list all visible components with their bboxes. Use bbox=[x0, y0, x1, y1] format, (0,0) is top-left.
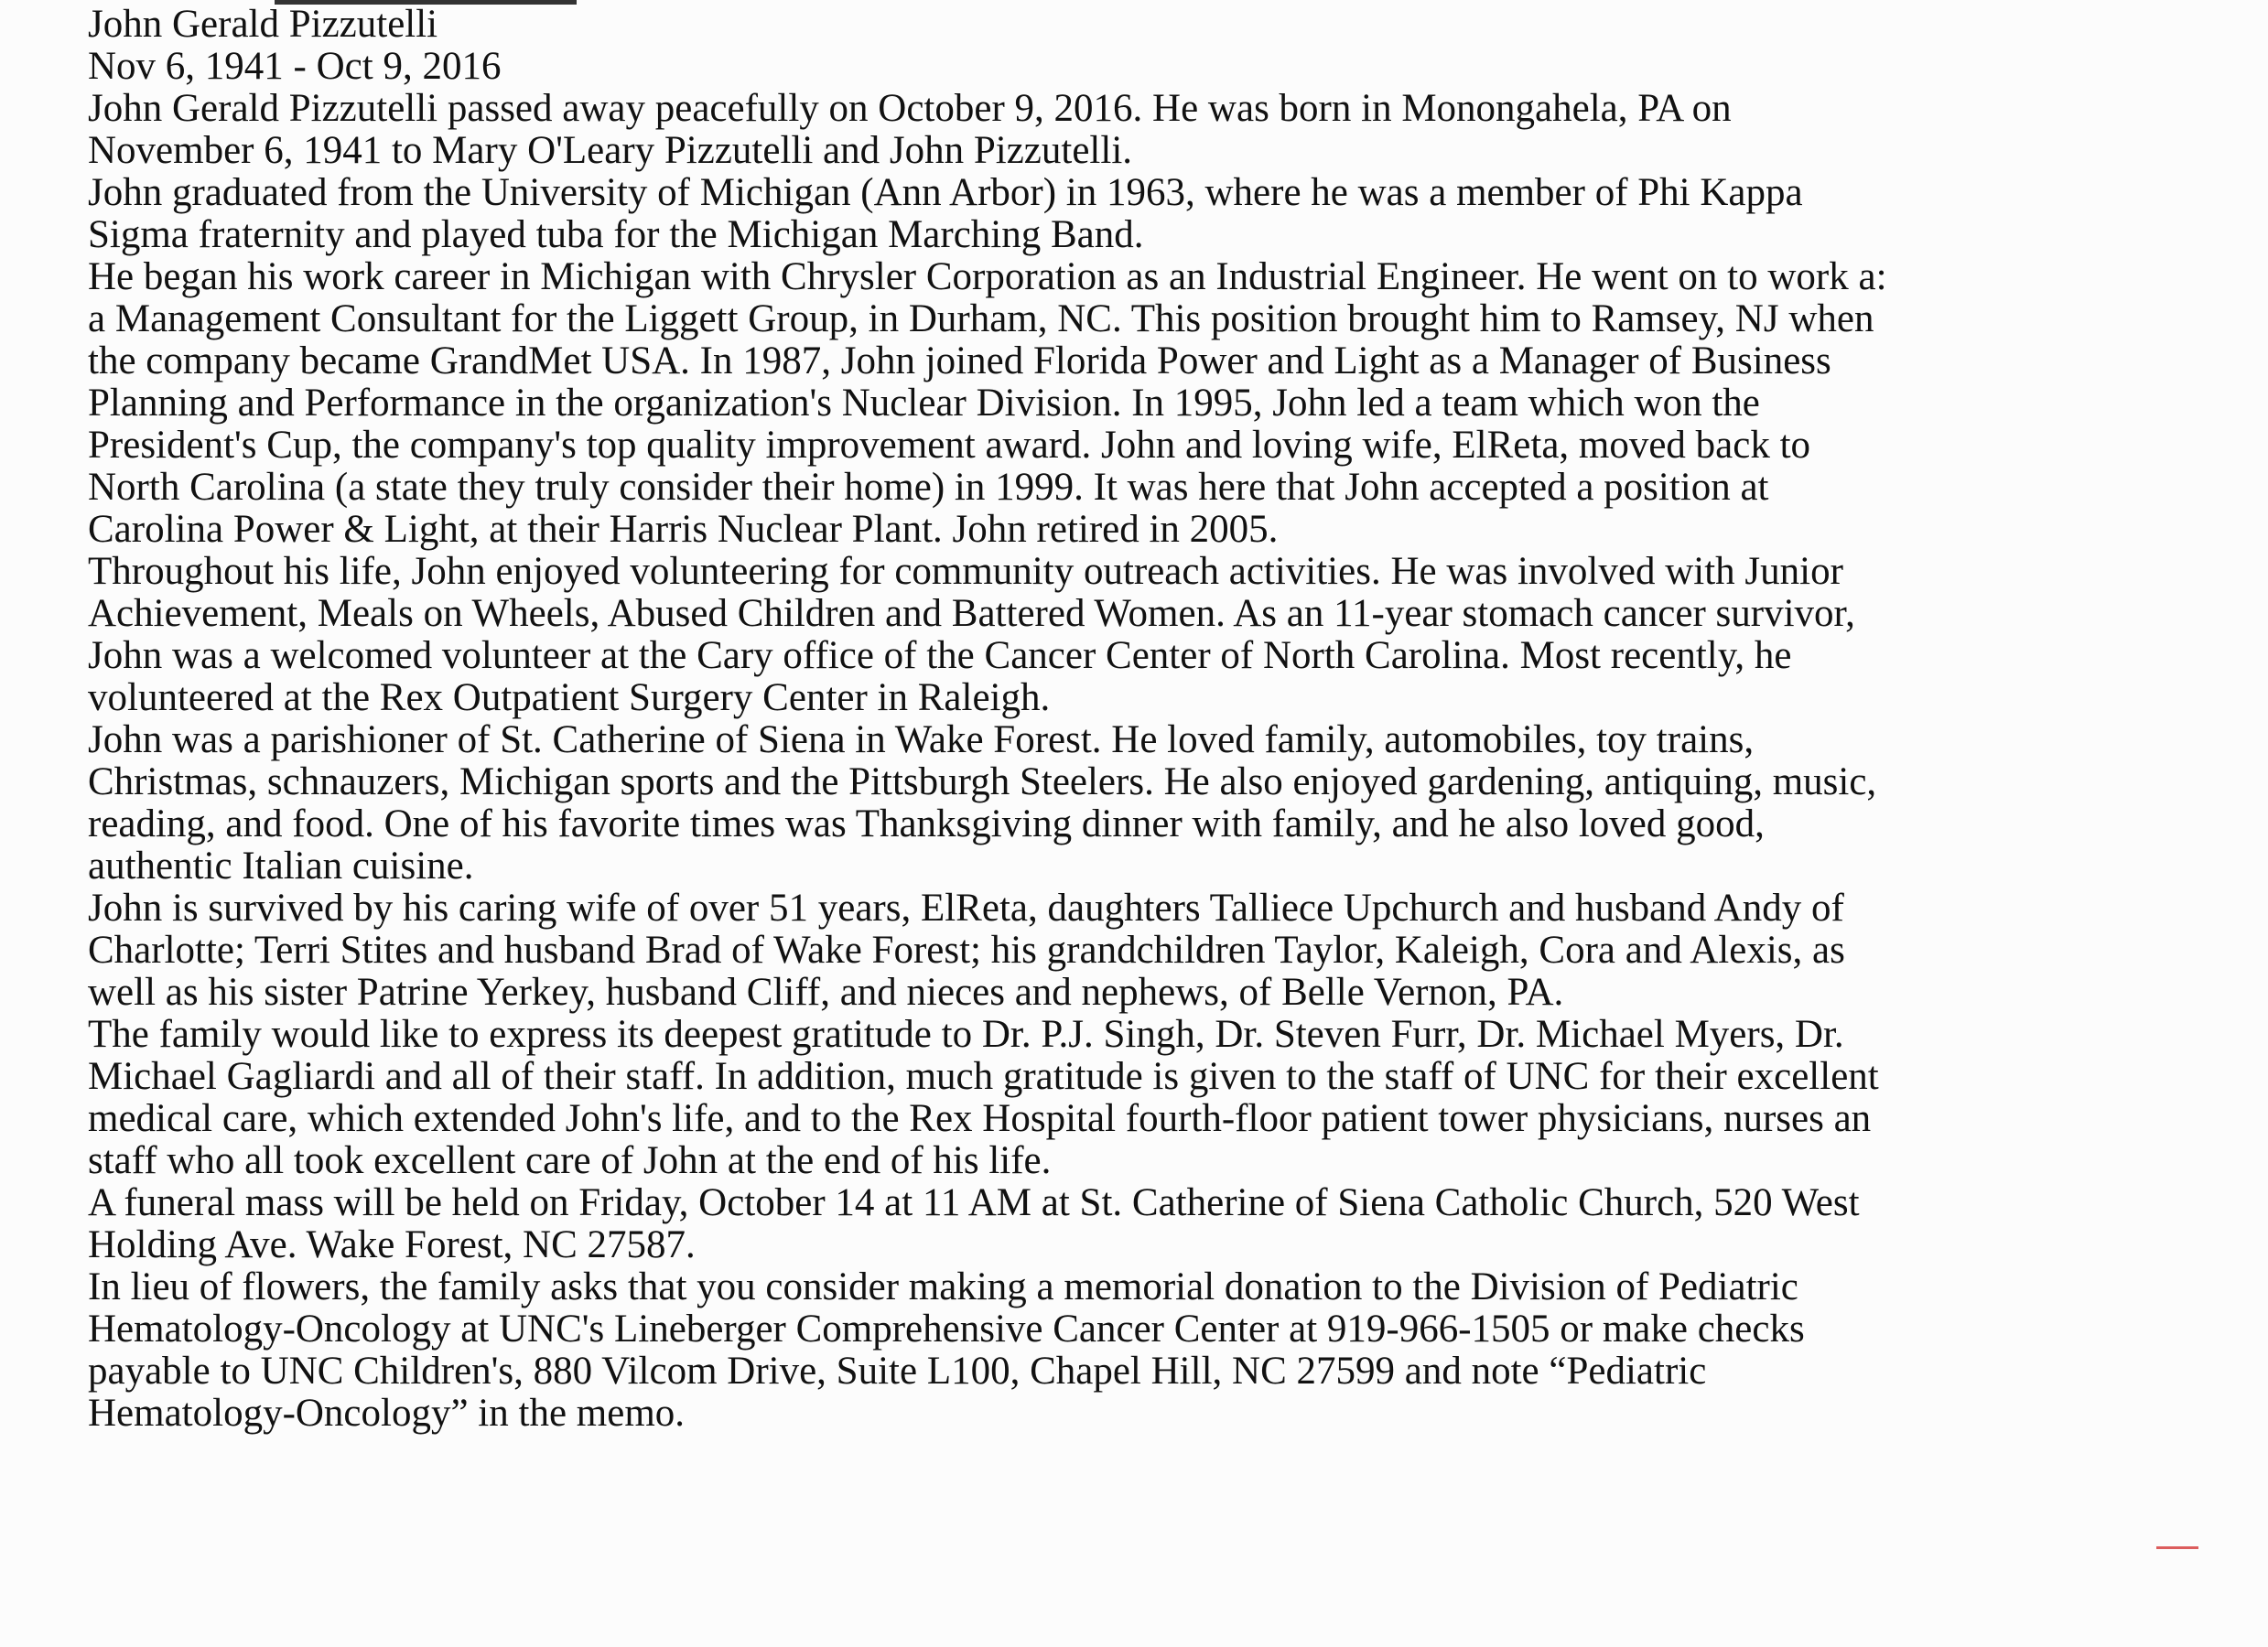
text-line: John was a parishioner of St. Catherine of Siena in Wake Forest. He loved family, automobiles, toy trains, bbox=[88, 718, 1755, 761]
text-line: medical care, which extended John's life, and to the Rex Hospital fourth-floor patient tower physicians, nurses an bbox=[88, 1097, 1872, 1140]
text-line: President's Cup, the company's top quality improvement award. John and loving wife, ElReta, moved back to bbox=[88, 424, 1811, 467]
text-line: Hematology-Oncology at UNC's Lineberger Comprehensive Cancer Center at 919-966-1505 or make checks bbox=[88, 1308, 1805, 1351]
text-line: volunteered at the Rex Outpatient Surgery Center in Raleigh. bbox=[88, 676, 1051, 719]
paragraph bbox=[88, 719, 2220, 888]
text-line: John graduated from the University of Michigan (Ann Arbor) in 1963, where he was a member of Phi Kappa bbox=[88, 171, 1803, 214]
paragraph bbox=[88, 172, 2220, 256]
text-line: North Carolina (a state they truly consider their home) in 1999. It was here that John accepted a position at bbox=[88, 466, 1769, 509]
text-line: John is survived by his caring wife of over 51 years, ElReta, daughters Talliece Upchurch and husband Andy of bbox=[88, 887, 1844, 930]
text-line: John was a welcomed volunteer at the Cary office of the Cancer Center of North Carolina. Most recently, he bbox=[88, 634, 1792, 677]
text-line: Throughout his life, John enjoyed volunteering for community outreach activities. He was involved with Junior bbox=[88, 550, 1843, 593]
text-line: reading, and food. One of his favorite times was Thanksgiving dinner with family, and he also loved good, bbox=[88, 802, 1765, 845]
text-line: Achievement, Meals on Wheels, Abused Children and Battered Women. As an 11-year stomach cancer survivor, bbox=[88, 592, 1855, 635]
paragraph bbox=[88, 888, 2220, 1014]
text-line: John Gerald Pizzutelli passed away peacefully on October 9, 2016. He was born in Monongahela, PA on bbox=[88, 87, 1732, 130]
text-line: authentic Italian cuisine. bbox=[88, 845, 474, 888]
text-line: Christmas, schnauzers, Michigan sports and the Pittsburgh Steelers. He also enjoyed gardening, antiquing, music, bbox=[88, 760, 1877, 803]
text-line: He began his work career in Michigan with Chrysler Corporation as an Industrial Engineer. He went on to work a: bbox=[88, 255, 1887, 298]
paragraph bbox=[88, 551, 2220, 719]
text-line: staff who all took excellent care of John at the end of his life. bbox=[88, 1139, 1052, 1182]
text-line: Hematology-Oncology” in the memo. bbox=[88, 1392, 686, 1435]
obituary-text bbox=[88, 4, 2220, 1435]
paragraph bbox=[88, 1182, 2220, 1266]
text-line: well as his sister Patrine Yerkey, husband Cliff, and nieces and nephews, of Belle Vernon, PA. bbox=[88, 971, 1564, 1014]
text-line: the company became GrandMet USA. In 1987, John joined Florida Power and Light as a Manager of Business bbox=[88, 339, 1831, 382]
text-line: November 6, 1941 to Mary O'Leary Pizzutelli and John Pizzutelli. bbox=[88, 129, 1133, 172]
paragraph bbox=[88, 1014, 2220, 1182]
name-heading: John Gerald Pizzutelli bbox=[88, 3, 438, 46]
text-line: A funeral mass will be held on Friday, October 14 at 11 AM at St. Catherine of Siena Catholic Church, 520 West bbox=[88, 1181, 1860, 1224]
text-line: In lieu of flowers, the family asks that you consider making a memorial donation to the Division of Pediatric bbox=[88, 1265, 1798, 1308]
paragraph bbox=[88, 1266, 2220, 1435]
text-line: Michael Gagliardi and all of their staff. In addition, much gratitude is given to the staff of UNC for their excellent bbox=[88, 1055, 1879, 1098]
text-line: Charlotte; Terri Stites and husband Brad of Wake Forest; his grandchildren Taylor, Kaleigh, Cora and Alexis, as bbox=[88, 929, 1845, 972]
paragraph bbox=[88, 88, 2220, 172]
dates-heading: Nov 6, 1941 - Oct 9, 2016 bbox=[88, 45, 502, 88]
text-line: Carolina Power & Light, at their Harris Nuclear Plant. John retired in 2005. bbox=[88, 508, 1279, 551]
paragraph-list bbox=[88, 88, 2220, 1435]
text-line: The family would like to express its deepest gratitude to Dr. P.J. Singh, Dr. Steven Furr, Dr. Michael Myers, Dr. bbox=[88, 1013, 1844, 1056]
paragraph bbox=[88, 256, 2220, 551]
text-line: Planning and Performance in the organization's Nuclear Division. In 1995, John led a team which won the bbox=[88, 382, 1760, 425]
text-line: Sigma fraternity and played tuba for the Michigan Marching Band. bbox=[88, 213, 1144, 256]
text-line: Holding Ave. Wake Forest, NC 27587. bbox=[88, 1223, 696, 1266]
text-line: a Management Consultant for the Liggett Group, in Durham, NC. This position brought him to Ramsey, NJ when bbox=[88, 297, 1874, 340]
red-scan-mark bbox=[2156, 1546, 2198, 1549]
text-line: payable to UNC Children's, 880 Vilcom Drive, Suite L100, Chapel Hill, NC 27599 and note “Pediatric bbox=[88, 1350, 1707, 1393]
